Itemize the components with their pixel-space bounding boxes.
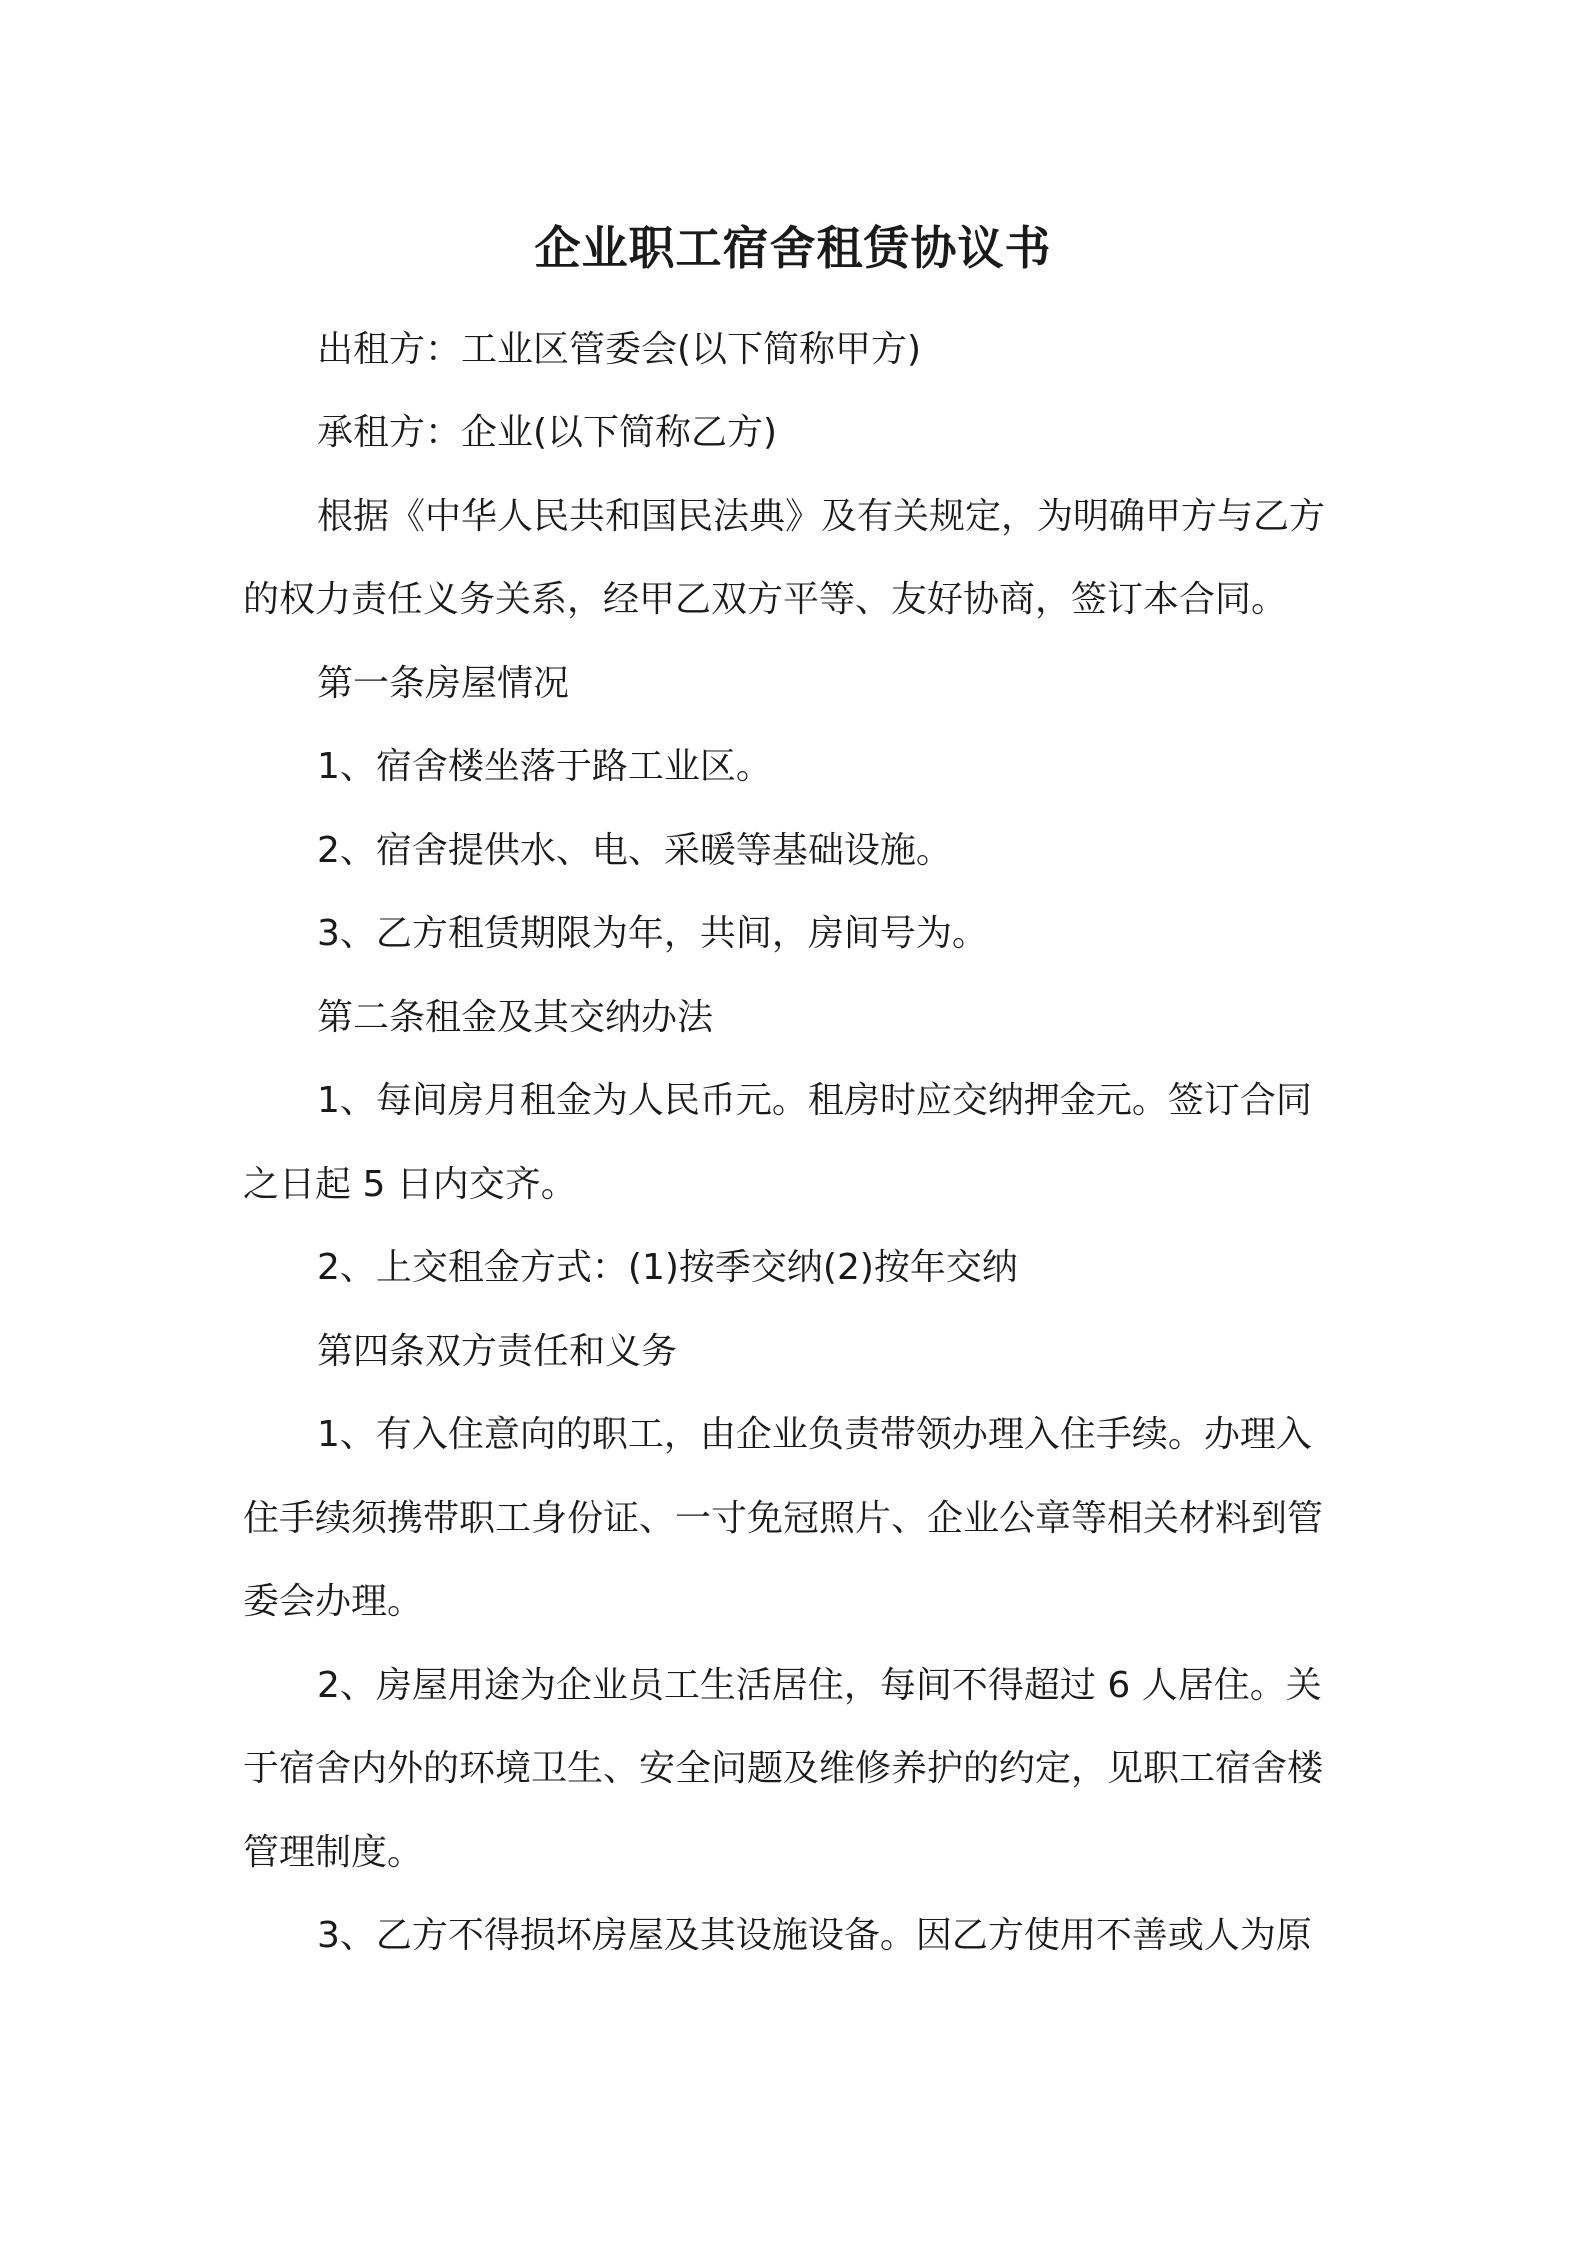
article-1-item-2: 2、宿舍提供水、电、采暖等基础设施。 bbox=[317, 830, 952, 871]
article-4-item-1-line-2: 住手续须携带职工身份证、一寸免冠照片、企业公章等相关材料到管 bbox=[243, 1498, 1324, 1539]
article-2-item-1-line-1: 1、每间房月租金为人民币元。租房时应交纳押金元。签订合同 bbox=[317, 1080, 1312, 1121]
document-title: 企业职工宿舍租赁协议书 bbox=[534, 221, 1052, 275]
article-4-item-1-line-3: 委会办理。 bbox=[243, 1581, 424, 1622]
article-2-item-2: 2、上交租金方式：(1)按季交纳(2)按年交纳 bbox=[317, 1247, 1018, 1288]
article-4-item-3-line-1: 3、乙方不得损坏房屋及其设施设备。因乙方使用不善或人为原 bbox=[317, 1915, 1312, 1956]
article-1-heading: 第一条房屋情况 bbox=[317, 663, 570, 704]
lessor-line: 出租方：工业区管委会(以下简称甲方) bbox=[317, 329, 922, 370]
preamble-line-2: 的权力责任义务关系，经甲乙双方平等、友好协商，签订本合同。 bbox=[243, 579, 1288, 620]
article-4-heading: 第四条双方责任和义务 bbox=[317, 1331, 678, 1372]
lessee-line: 承租方：企业(以下简称乙方) bbox=[317, 412, 778, 453]
article-4-item-1-line-1: 1、有入住意向的职工，由企业负责带领办理入住手续。办理入 bbox=[317, 1414, 1312, 1455]
article-1-item-3: 3、乙方租赁期限为年，共间，房间号为。 bbox=[317, 913, 988, 954]
preamble-line-1: 根据《中华人民共和国民法典》及有关规定，为明确甲方与乙方 bbox=[317, 496, 1326, 537]
article-4-item-2-line-2: 于宿舍内外的环境卫生、安全问题及维修养护的约定，见职工宿舍楼 bbox=[243, 1748, 1324, 1789]
article-2-item-1-line-2: 之日起 5 日内交齐。 bbox=[243, 1164, 577, 1205]
article-2-heading: 第二条租金及其交纳办法 bbox=[317, 997, 714, 1038]
article-1-item-1: 1、宿舍楼坐落于路工业区。 bbox=[317, 746, 772, 787]
article-4-item-2-line-3: 管理制度。 bbox=[243, 1832, 424, 1873]
article-4-item-2-line-1: 2、房屋用途为企业员工生活居住，每间不得超过 6 人居住。关 bbox=[317, 1665, 1322, 1706]
